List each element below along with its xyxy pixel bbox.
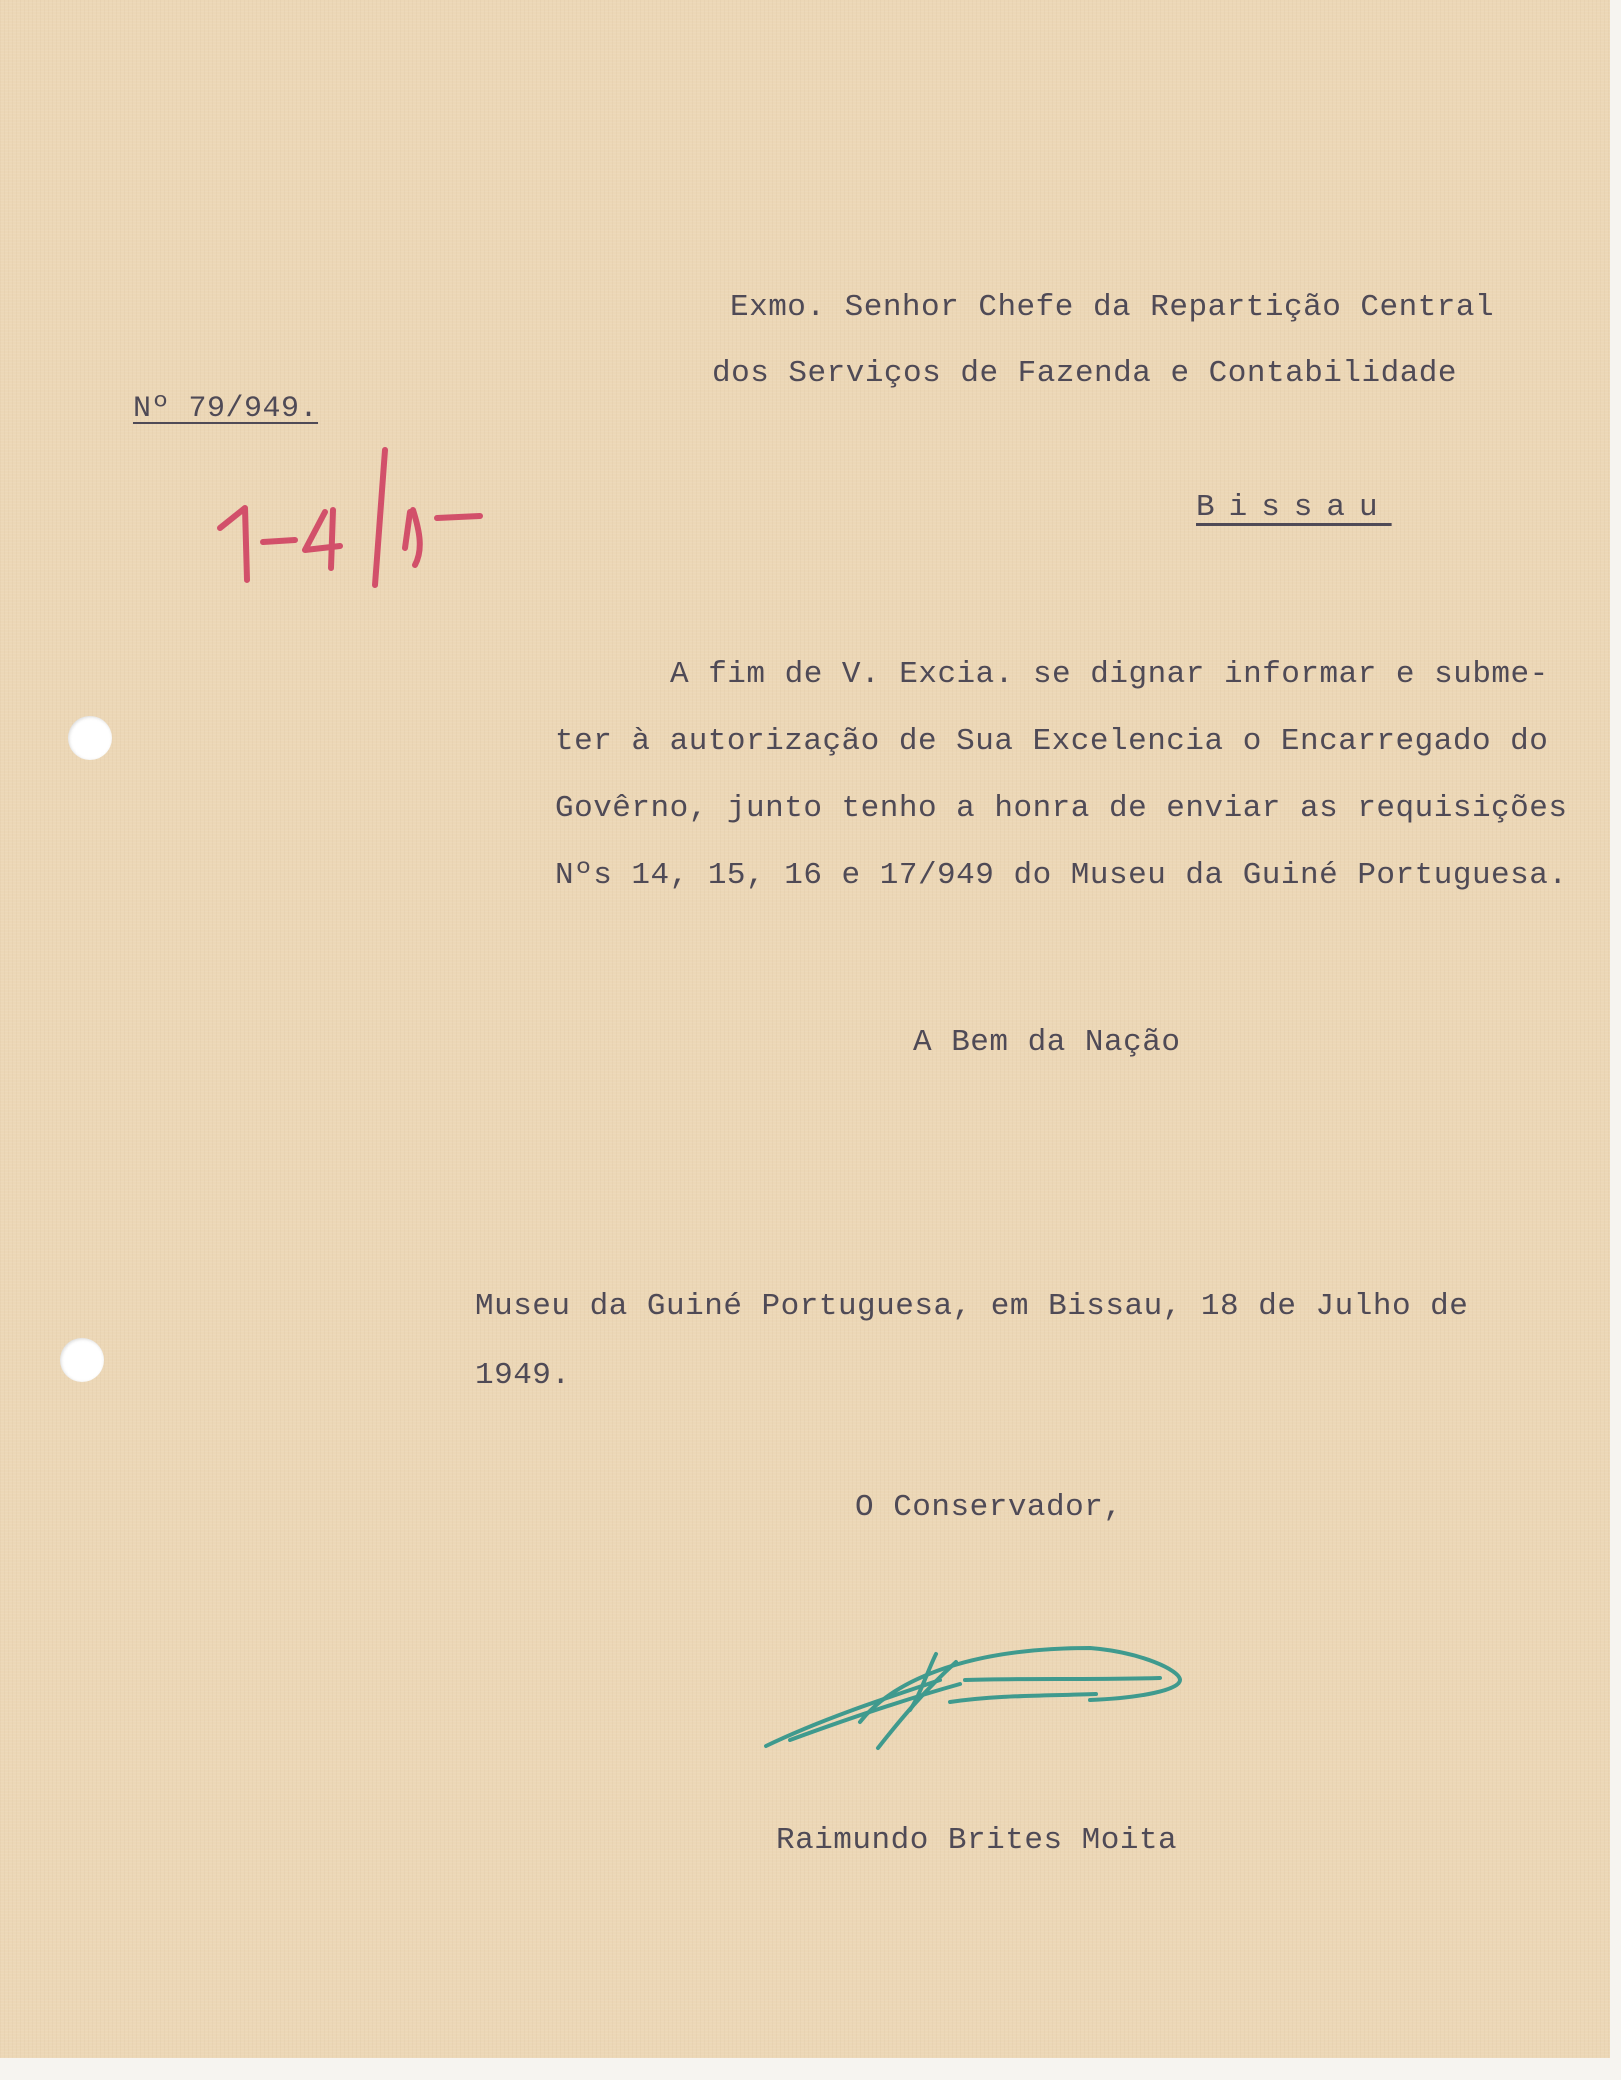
handwritten-annotation — [205, 440, 495, 590]
punch-hole-lower — [60, 1338, 104, 1382]
punch-hole-upper — [68, 716, 112, 760]
signature — [760, 1640, 1200, 1765]
addressee-line-1: Exmo. Senhor Chefe da Repartição Central — [730, 290, 1495, 325]
scan-border-bottom — [0, 2058, 1621, 2080]
reference-number: Nº 79/949. — [133, 392, 319, 426]
body-line-4: Nºs 14, 15, 16 e 17/949 do Museu da Guiné Portuguesa. — [555, 858, 1568, 893]
addressee-line-2: dos Serviços de Fazenda e Contabilidade — [712, 356, 1458, 391]
body-line-2: ter à autorização de Sua Excelencia o Encarregado do — [555, 724, 1549, 759]
body-line-1: A fim de V. Excia. se dignar informar e subme- — [670, 657, 1549, 692]
place-date-line-2: 1949. — [475, 1358, 571, 1393]
place-date-line-1: Museu da Guiné Portuguesa, em Bissau, 18 de Julho de — [475, 1289, 1469, 1324]
signoff: O Conservador, — [855, 1490, 1123, 1525]
body-line-3: Govêrno, junto tenho a honra de enviar as requisições — [555, 791, 1568, 826]
salutation: A Bem da Nação — [913, 1025, 1181, 1060]
signature-name: Raimundo Brites Moita — [776, 1823, 1178, 1858]
addressee-city: Bissau — [1196, 490, 1392, 525]
scan-border-right — [1610, 0, 1621, 2080]
